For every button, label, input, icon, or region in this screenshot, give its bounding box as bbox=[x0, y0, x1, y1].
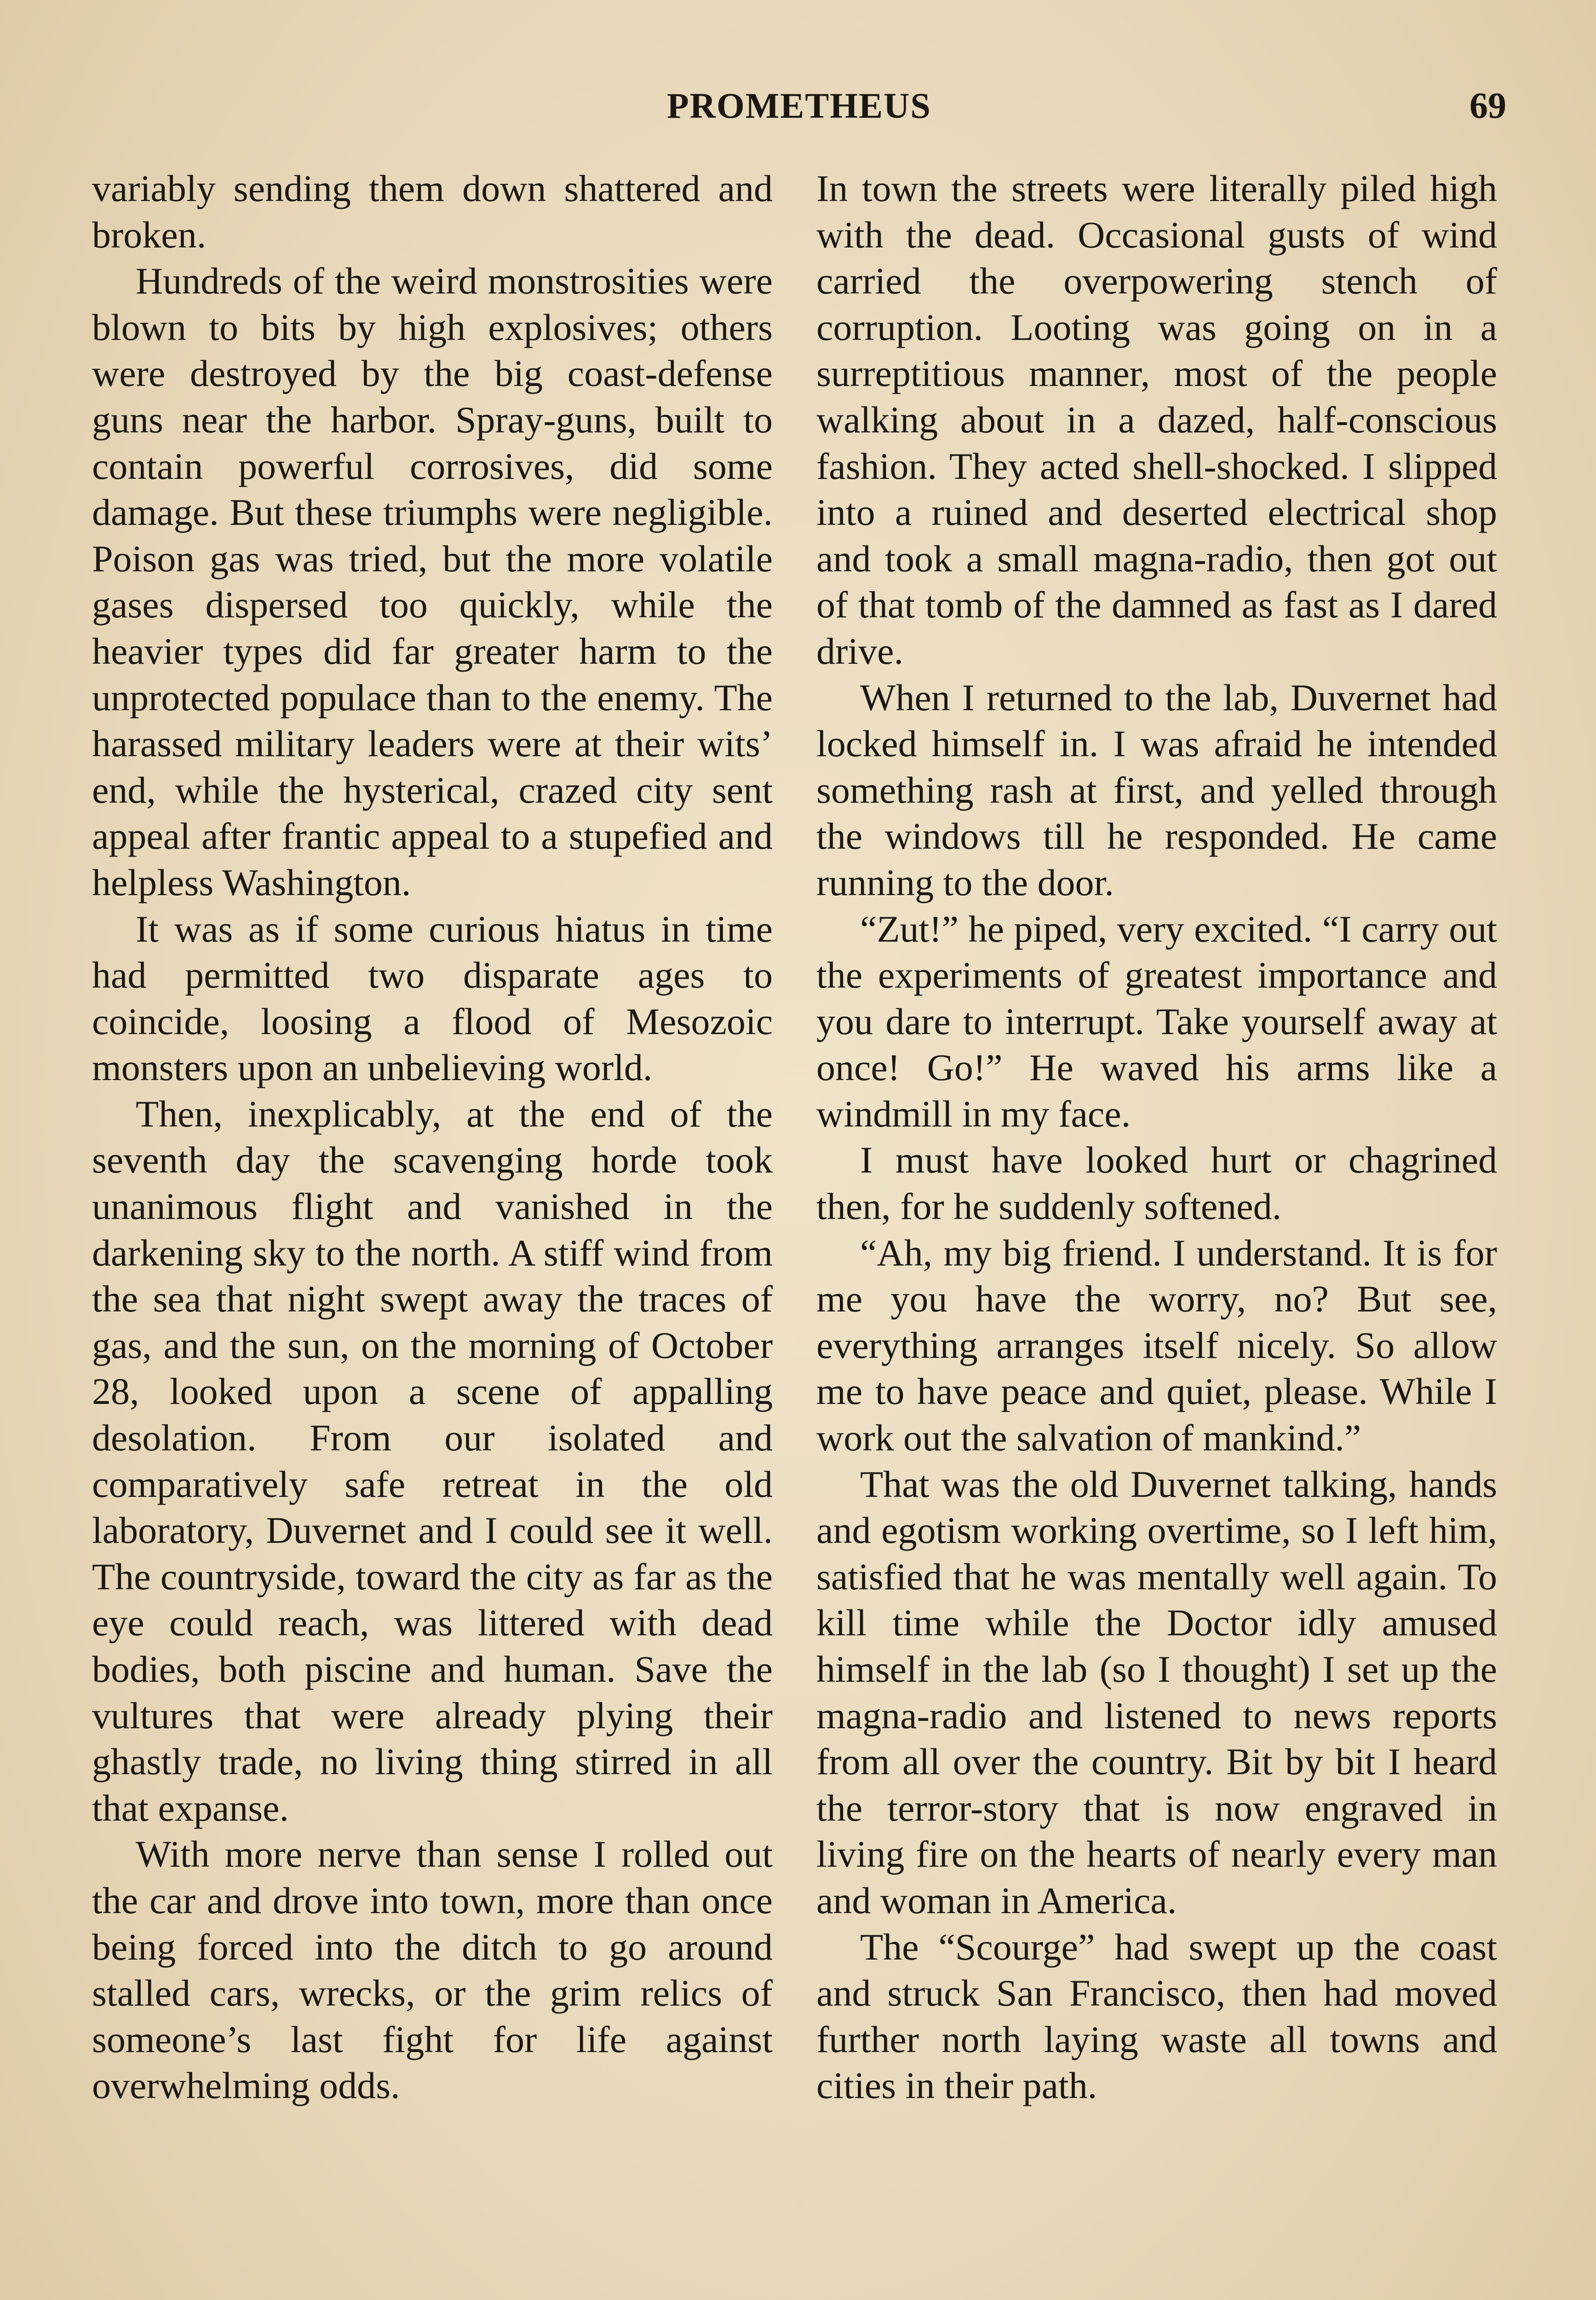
text-column-left bbox=[92, 166, 773, 2109]
running-header bbox=[0, 85, 1596, 140]
running-title: PROMETHEUS bbox=[667, 86, 931, 126]
article-paragraph: “Zut!” he piped, very excited. “I carry out the experiments of greatest importance and you dare to interrupt. Take yourself away at once! Go!” He waved his arms like a windmill in my face. bbox=[816, 908, 1497, 1135]
article-paragraph: With more nerve than sense I rolled out the car and drove into town, more than once being forced into the ditch to go around stalled cars, wrecks, or the grim relics of someone’s last fight for life against overwhelming odds. bbox=[92, 1833, 773, 2107]
article-paragraph: When I returned to the lab, Duvernet had locked himself in. I was afraid he intended something rash at first, and yelled through the windows till he responded. He came running to the door. bbox=[816, 676, 1497, 903]
article-paragraph: Hundreds of the weird monstrosities were blown to bits by high explosives; others were destroyed by the big coast-defense guns near the harbor. Spray-guns, built to contain powerful corrosives, did some damage. But these triumphs were negligible. Poison gas was tried, but the more volatile gases dispersed too quickly, while the heavier types did far greater harm to the unprotected populace than to the enemy. The harassed military leaders were at their wits’ end, while the hysterical, crazed city sent appeal after frantic appeal to a stupefied and helpless Washington. bbox=[92, 260, 773, 903]
article-paragraph: It was as if some curious hiatus in time had permitted two disparate ages to coincide, loosing a flood of Mesozoic monsters upon an unbelieving world. bbox=[92, 908, 773, 1089]
page-number: 69 bbox=[1470, 86, 1506, 126]
article-paragraph: variably sending them down shattered and broken. bbox=[92, 167, 773, 256]
article-paragraph: “Ah, my big friend. I understand. It is for me you have the worry, no? But see, everything arranges itself nicely. So allow me to have peace and quiet, please. While I work out the salvation of mankind.” bbox=[816, 1231, 1497, 1459]
article-paragraph: Then, inexplicably, at the end of the seventh day the scavenging horde took unanimous flight and vanished in the darkening sky to the north. A stiff wind from the sea that night swept away the traces of gas, and the sun, on the morning of October 28, looked upon a scene of appalling desolation. From our isolated and comparatively safe retreat in the old laboratory, Duvernet and I could see it well. The countryside, toward the city as far as the eye could reach, was littered with dead bodies, both piscine and human. Save the vultures that were already plying their ghastly trade, no living thing stirred in all that expanse. bbox=[92, 1092, 773, 1829]
article-paragraph: I must have looked hurt or chagrined then, for he suddenly softened. bbox=[816, 1139, 1497, 1228]
article-paragraph: The “Scourge” had swept up the coast and struck San Francisco, then had moved further north laying waste all towns and cities in their path. bbox=[816, 1926, 1497, 2107]
text-column-right bbox=[816, 166, 1497, 2109]
article-paragraph: That was the old Duvernet talking, hands and egotism working overtime, so I left him, satisfied that he was mentally well again. To kill time while the Doctor idly amused himself in the lab (so I thought) I set up the magna-radio and listened to news reports from all over the country. Bit by bit I heard the terror-story that is now engraved in living fire on the hearts of nearly every man and woman in America. bbox=[816, 1463, 1497, 1921]
article-paragraph: In town the streets were literally piled high with the dead. Occasional gusts of wind carried the overpowering stench of corruption. Looting was going on in a surreptitious manner, most of the people walking about in a dazed, half-conscious fashion. They acted shell-shocked. I slipped into a ruined and deserted electrical shop and took a small magna-radio, then got out of that tomb of the damned as fast as I dared drive. bbox=[816, 167, 1497, 672]
